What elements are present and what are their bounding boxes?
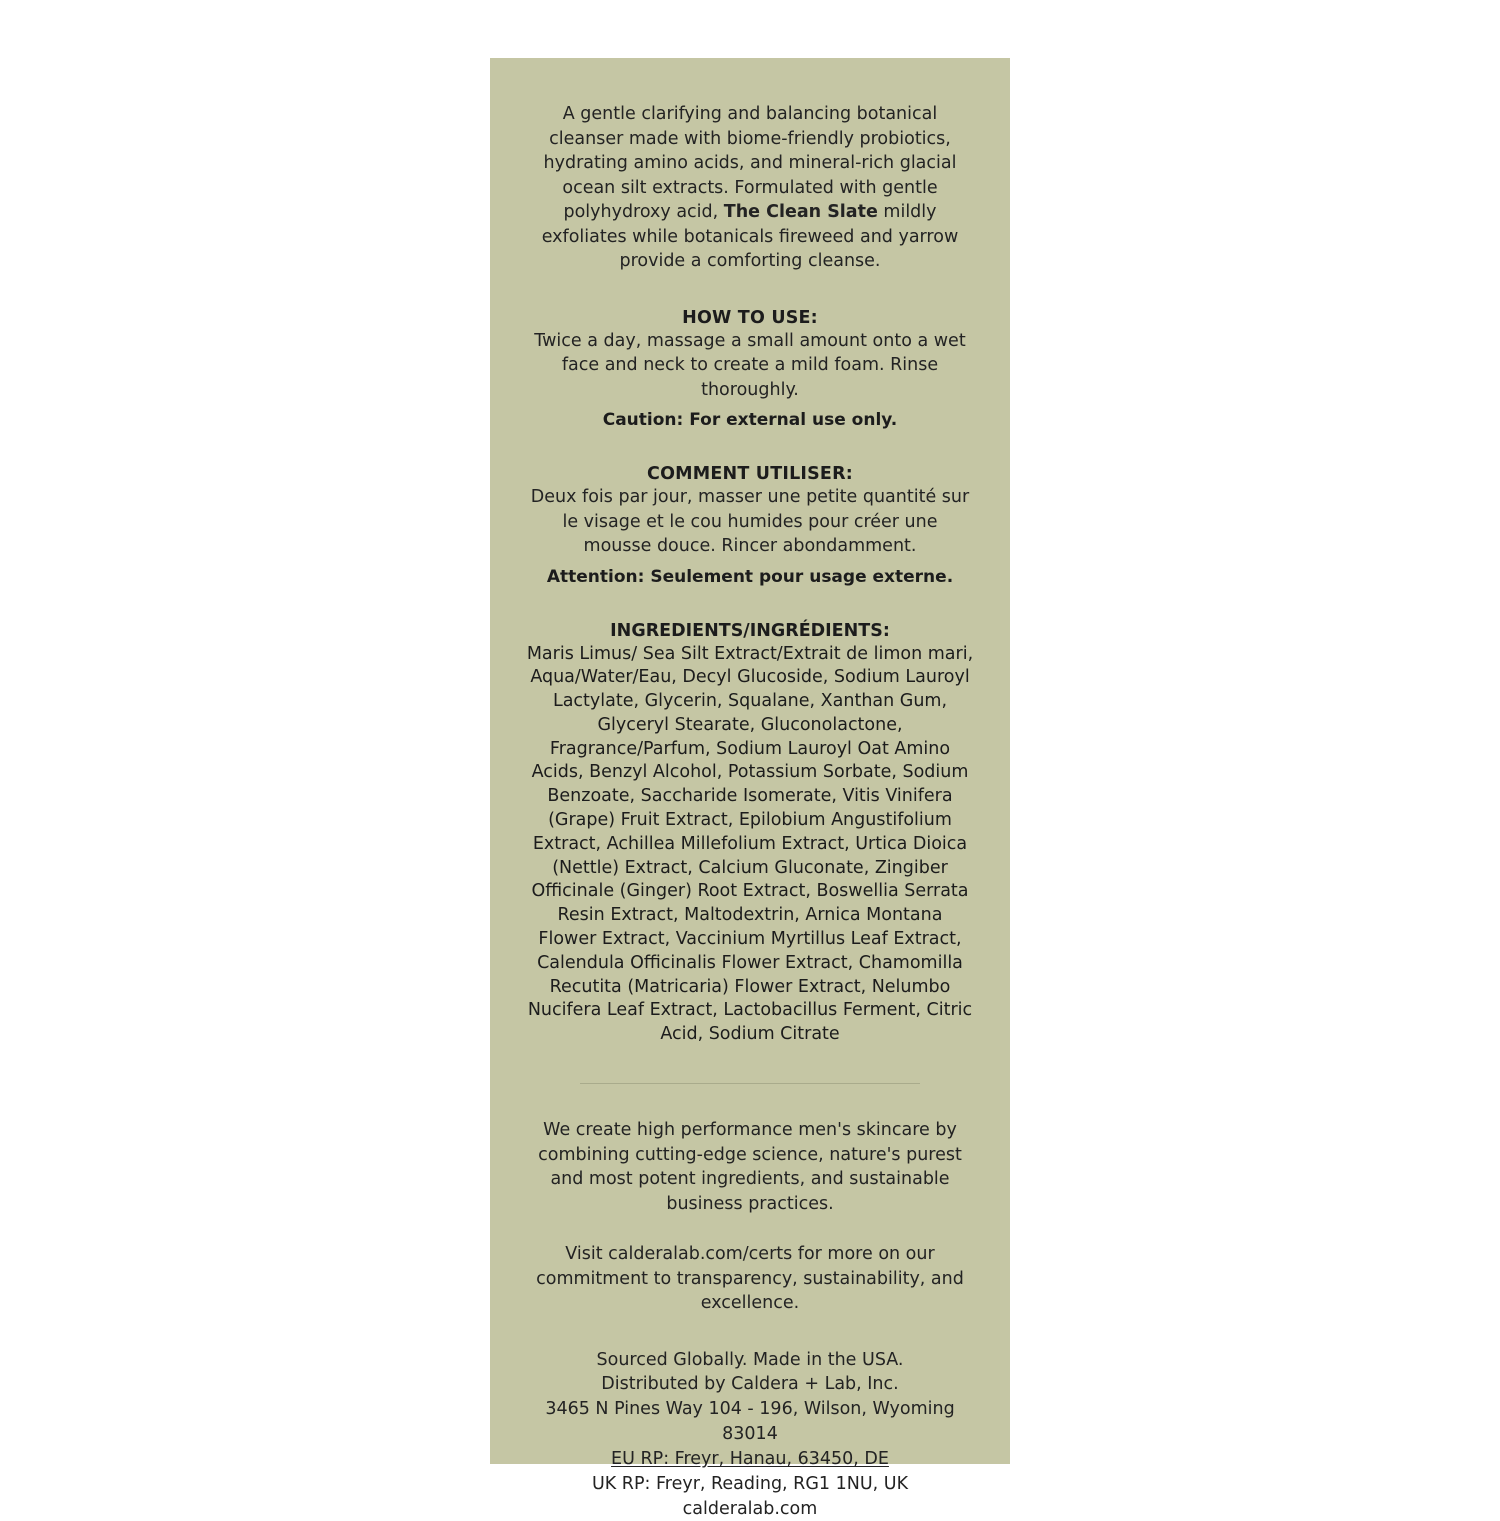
section-divider (580, 1083, 920, 1084)
comment-utiliser-caution: Attention: Seulement pour usage externe. (546, 566, 954, 587)
product-label-panel (490, 58, 1010, 1519)
address-line-sourced: Sourced Globally. Made in the USA. (596, 1349, 904, 1370)
address-line-street: 3465 N Pines Way 104 - 196, Wilson, Wyoming 83014 (545, 1399, 955, 1445)
how-to-use-body: Twice a day, massage a small amount onto a wet face and neck to create a mild foam. Rinse thoroughly. (534, 330, 966, 400)
ingredients-section (526, 621, 974, 1048)
address-line-uk-rp: UK RP: Freyr, Reading, RG1 1NU, UK (591, 1473, 909, 1494)
how-to-use-heading: HOW TO USE: (682, 307, 818, 328)
address-line-eu-rp: EU RP: Freyr, Hanau, 63450, DE (611, 1448, 889, 1469)
product-description-part1: A gentle clarifying and balancing botanical cleanser made with biome-friendly probiotics, hydrating amino acids, and mineral-rich glacial ocean silt extracts. Formulated with gentle polyhydroxy acid, (543, 104, 957, 222)
certifications-note: Visit calderalab.com/certs for more on our commitment to transparency, sustainability, and excellence. (536, 1244, 964, 1314)
website-url: calderalab.com (682, 1498, 818, 1519)
mission-statement: We create high performance men's skincare by combining cutting-edge science, nature's purest and most potent ingredients, and sustainable business practices. (538, 1120, 962, 1214)
address-line-distributor: Distributed by Caldera + Lab, Inc. (601, 1374, 899, 1395)
comment-utiliser-body: Deux fois par jour, masser une petite quantité sur le visage et le cou humides pour créer une mousse douce. Rincer abondamment. (530, 487, 970, 556)
how-to-use-section (526, 308, 974, 431)
ingredients-list: Maris Limus/ Sea Silt Extract/Extrait de limon mari, Aqua/Water/Eau, Decyl Glucoside, Sodium Lauroyl Lactylate, Glycerin, Squalane, Xanthan Gum, Glyceryl Stearate, Gluconolactone, Fragrance/Parfum, Sodium Lauroyl Oat Amino Acids, Benzyl Alcohol, Potassium Sorbate, Sodium Benzoate, Saccharide Isomerate, Vitis Vinifera (Grape) Fruit Extract, Epilobium Angustifolium Extract, Achillea Millefolium Extract, Urtica Dioica (Nettle) Extract, Calcium Gluconate, Zingiber Officinale (Ginger) Root Extract, Boswellia Serrata Resin Extract, Maltodextrin, Arnica Montana Flower Extract, Vaccinium Myrtillus Leaf Extract, Calendula Officinalis Flower Extract, Chamomilla Recutita (Matricaria) Flower Extract, Nelumbo Nucifera Leaf Extract, Lactobacillus Ferment, Citric Acid, Sodium Citrate (526, 643, 974, 1045)
product-description (526, 102, 974, 274)
product-description-part2: mildly exfoliates while botanicals fireweed and yarrow provide a comforting cleanse. (541, 202, 959, 271)
product-name: The Clean Slate (723, 202, 878, 222)
how-to-use-caution: Caution: For external use only. (602, 410, 898, 430)
ingredients-heading: INGREDIENTS/INGRÉDIENTS: (610, 620, 890, 641)
company-address (526, 1348, 974, 1521)
comment-utiliser-heading: COMMENT UTILISER: (647, 464, 853, 484)
comment-utiliser-section (526, 464, 974, 587)
